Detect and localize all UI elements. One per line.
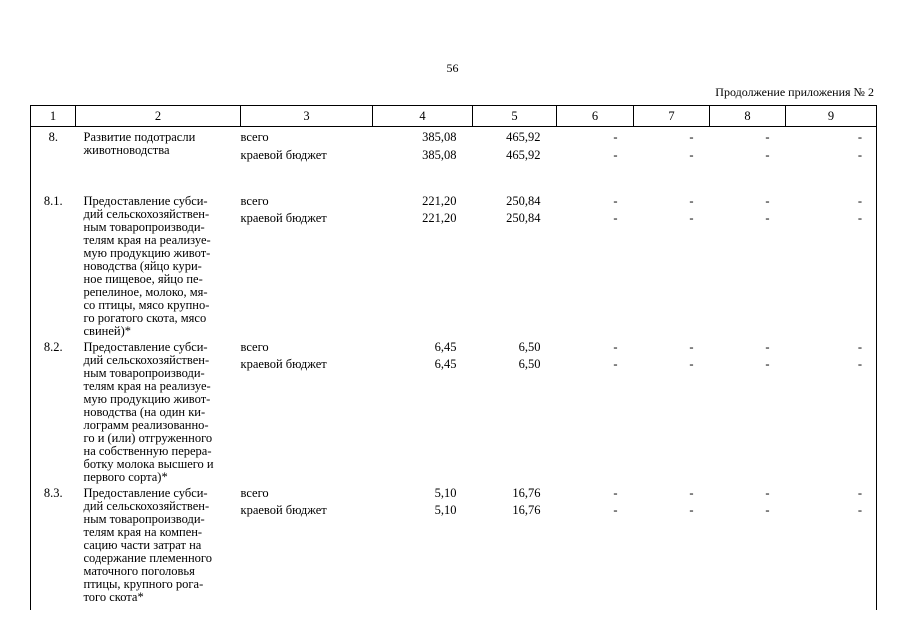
value-col-7: - — [689, 503, 694, 517]
row-number: 8.3. — [31, 485, 76, 610]
value-col-8: - — [765, 503, 770, 517]
table-row — [31, 127, 877, 193]
value-col-5-cell — [473, 127, 557, 193]
column-header-3: 3 — [241, 106, 373, 127]
value-col-8: - — [765, 211, 770, 225]
funding-source: всего — [240, 485, 269, 500]
table-row — [31, 485, 877, 610]
value-col-4-cell — [373, 127, 473, 193]
column-header-2: 2 — [76, 106, 241, 127]
value-col-4: 5,10 — [434, 485, 457, 500]
row-name — [76, 485, 241, 610]
funding-source: краевой бюджет — [240, 147, 327, 162]
row-name-text: Развитие подотрасли животноводства — [83, 130, 196, 157]
funding-source: всего — [240, 193, 269, 208]
value-col-8: - — [765, 130, 770, 144]
value-col-9-cell — [786, 339, 877, 485]
funding-source-cell — [241, 485, 373, 610]
header-row — [31, 106, 877, 127]
value-col-7: - — [689, 357, 694, 371]
value-col-6: - — [613, 339, 618, 354]
column-header-1: 1 — [31, 106, 76, 127]
value-col-9: - — [857, 193, 862, 208]
value-col-7: - — [689, 130, 694, 144]
value-col-9: - — [857, 130, 862, 144]
row-number: 8. — [31, 127, 76, 193]
table-row — [31, 193, 877, 339]
value-col-6-cell — [557, 485, 634, 610]
value-col-6: - — [613, 485, 618, 500]
value-col-5: 6,50 — [518, 339, 541, 354]
value-col-5: 16,76 — [512, 503, 541, 517]
value-col-4: 6,45 — [434, 357, 457, 371]
value-col-8-cell — [710, 127, 786, 193]
value-col-5-cell — [473, 193, 557, 339]
row-number: 8.1. — [31, 193, 76, 339]
value-col-7-cell — [634, 127, 710, 193]
value-col-6: - — [613, 503, 618, 517]
value-col-5: 250,84 — [506, 211, 541, 225]
continuation-note: Продолжение приложения № 2 — [715, 85, 874, 99]
value-col-7: - — [689, 339, 694, 354]
value-col-7-cell — [634, 485, 710, 610]
column-header-8: 8 — [710, 106, 786, 127]
row-name — [76, 339, 241, 485]
value-col-6-cell — [557, 193, 634, 339]
value-col-9: - — [857, 339, 862, 354]
value-col-7: - — [689, 485, 694, 500]
column-header-4: 4 — [373, 106, 473, 127]
value-col-6: - — [613, 130, 618, 144]
value-col-9-cell — [786, 485, 877, 610]
value-col-5: 16,76 — [512, 485, 541, 500]
column-header-7: 7 — [634, 106, 710, 127]
funding-source-cell — [241, 193, 373, 339]
value-col-6: - — [613, 147, 618, 162]
value-col-5: 465,92 — [506, 130, 541, 144]
value-col-6: - — [613, 193, 618, 208]
value-col-7-cell — [634, 193, 710, 339]
funding-source-cell — [241, 339, 373, 485]
funding-source: всего — [240, 339, 269, 354]
value-col-6: - — [613, 357, 618, 371]
value-col-5: 250,84 — [506, 193, 541, 208]
value-col-6-cell — [557, 339, 634, 485]
page-number: 56 — [446, 61, 459, 75]
column-header-9: 9 — [786, 106, 877, 127]
row-name — [76, 193, 241, 339]
value-col-8: - — [765, 147, 770, 162]
value-col-4-cell — [373, 485, 473, 610]
value-col-9: - — [857, 211, 862, 225]
funding-source: краевой бюджет — [240, 357, 327, 371]
row-name — [76, 127, 241, 193]
value-col-8-cell — [710, 485, 786, 610]
column-header-6: 6 — [557, 106, 634, 127]
funding-source: краевой бюджет — [240, 211, 327, 225]
value-col-7: - — [689, 193, 694, 208]
row-name-text: Предоставление субси- дий сельскохозяйствен- ным товаропроизводи- телям края на реализуе- мую продукцию живот- новодства (яйцо кури- ное пищевое, яйцо пе- репелиное, молоко, мя- со птицы, мясо крупно- го рогатого скота, мясо свиней)* — [83, 193, 211, 338]
value-col-7: - — [689, 147, 694, 162]
row-name-text: Предоставление субси- дий сельскохозяйствен- ным товаропроизводи- телям края на компен- сацию части затрат на содержание племенного маточного поголовья птицы, крупного рога- того скота* — [83, 485, 212, 604]
table-body — [31, 127, 877, 610]
value-col-4: 6,45 — [434, 339, 457, 354]
table-header — [31, 106, 877, 127]
column-header-5: 5 — [473, 106, 557, 127]
value-col-9: - — [857, 503, 862, 517]
value-col-6-cell — [557, 127, 634, 193]
value-col-5: 465,92 — [506, 147, 541, 162]
value-col-9-cell — [786, 193, 877, 339]
table-row — [31, 339, 877, 485]
value-col-6: - — [613, 211, 618, 225]
funding-source-cell — [241, 127, 373, 193]
value-col-9: - — [857, 485, 862, 500]
value-col-8-cell — [710, 193, 786, 339]
value-col-7-cell — [634, 339, 710, 485]
value-col-4-cell — [373, 339, 473, 485]
funding-source: всего — [240, 130, 269, 144]
value-col-8-cell — [710, 339, 786, 485]
value-col-7: - — [689, 211, 694, 225]
row-number: 8.2. — [31, 339, 76, 485]
value-col-4: 5,10 — [434, 503, 457, 517]
value-col-4: 385,08 — [422, 147, 457, 162]
value-col-9: - — [857, 147, 862, 162]
budget-table — [30, 105, 877, 610]
value-col-5-cell — [473, 339, 557, 485]
value-col-4: 221,20 — [422, 193, 457, 208]
value-col-4: 221,20 — [422, 211, 457, 225]
funding-source: краевой бюджет — [240, 503, 327, 517]
value-col-8: - — [765, 339, 770, 354]
value-col-8: - — [765, 357, 770, 371]
value-col-4-cell — [373, 193, 473, 339]
value-col-9-cell — [786, 127, 877, 193]
row-name-text: Предоставление субси- дий сельскохозяйствен- ным товаропроизводи- телям края на реализуе- мую продукцию живот- новодства (на один ки- лограмм реализованно- го и (или) отгруженного на собственную перера- ботку молока высшего и первого сорта)* — [83, 339, 214, 484]
value-col-5-cell — [473, 485, 557, 610]
value-col-8: - — [765, 485, 770, 500]
value-col-8: - — [765, 193, 770, 208]
value-col-9: - — [857, 357, 862, 371]
value-col-4: 385,08 — [422, 130, 457, 144]
value-col-5: 6,50 — [518, 357, 541, 371]
